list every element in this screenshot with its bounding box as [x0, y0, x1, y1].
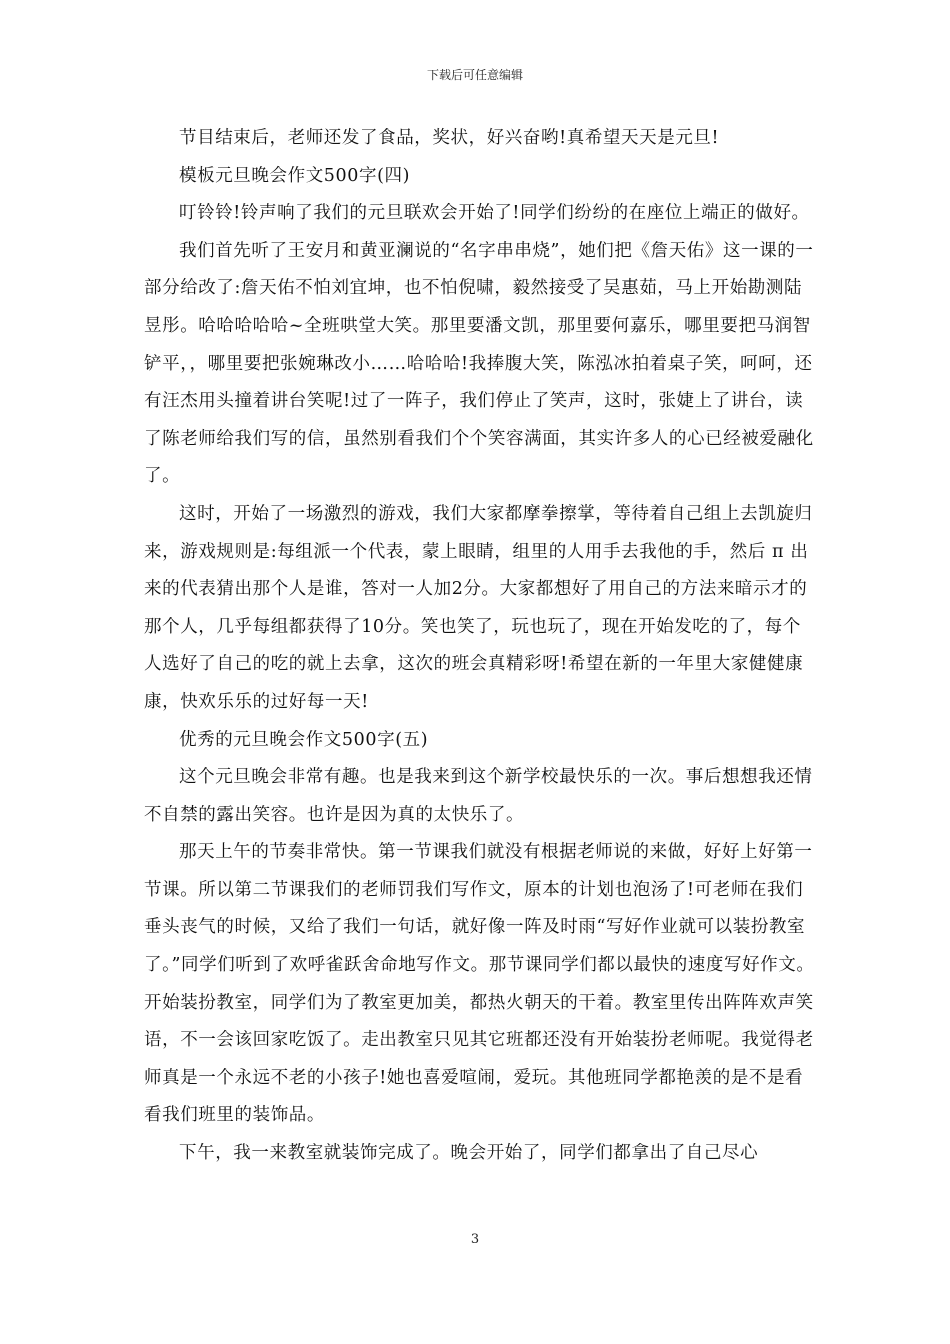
document-body [144, 120, 816, 1173]
paragraph-4: 这时，开始了一场激烈的游戏，我们大家都摩拳擦掌，等待着自己组上去凯旋归来，游戏规则是:每组派一个代表，蒙上眼睛，组里的人用手去我他的手，然后 π 出来的代表猜出那个人是谁，答对一人加2分。大家都想好了用自己的方法来暗示才的那个人，几乎每组都获得了10分。笑也笑了，玩也玩了，现在开始发吃的了，每个人选好了自己的吃的就上去拿，这次的班会真精彩呀!希望在新的一年里大家健健康康，快欢乐乐的过好每一天! [144, 503, 813, 712]
section-heading-4: 模板元旦晚会作文500字(四) [179, 165, 411, 186]
page-header: 下载后可任意编辑 [426, 68, 523, 82]
paragraph-7: 下午，我一来教室就装饰完成了。晚会开始了，同学们都拿出了自己尽心 [179, 1143, 759, 1164]
paragraph-6: 那天上午的节奏非常快。第一节课我们就没有根据老师说的来做，好好上好第一节课。所以第二节课我们的老师罚我们写作文，原本的计划也泡汤了!可老师在我们垂头丧气的时候，又给了我们一句话，就好像一阵及时雨“写好作业就可以装扮教室了。”同学们听到了欢呼雀跃舍命地写作文。那节课同学们都以最快的速度写好作文。开始装扮教室，同学们为了教室更加美，都热火朝天的干着。教室里传出阵阵欢声笑语，不一会该回家吃饭了。走出教室只见其它班都还没有开始装扮老师呢。我觉得老师真是一个永远不老的小孩子!她也喜爱喧闹，爱玩。其他班同学都艳羡的是不是看看我们班里的装饰品。 [144, 842, 815, 1126]
page-number: 3 [470, 1232, 480, 1247]
paragraph-5: 这个元旦晚会非常有趣。也是我来到这个新学校最快乐的一次。事后想想我还情不自禁的露出笑容。也许是因为真的太快乐了。 [144, 767, 813, 825]
paragraph-3: 我们首先听了王安月和黄亚澜说的“名字串串烧”，她们把《詹天佑》这一课的一部分给改了:詹天佑不怕刘宜坤，也不怕倪啸，毅然接受了吴惠茹，马上开始勘测陆昱彤。哈哈哈哈哈~全班哄堂大笑。那里要潘文凯，那里要何嘉乐，哪里要把马润智铲平，，哪里要把张婉琳改小……哈哈哈!我捧腹大笑，陈泓冰拍着桌子笑，呵呵，还有汪杰用头撞着讲台笑呢!过了一阵子，我们停止了笑声，这时，张婕上了讲台，读了陈老师给我们写的信，虽然别看我们个个笑容满面，其实许多人的心已经被爱融化了。 [144, 240, 814, 487]
paragraph-1: 节目结束后，老师还发了食品，奖状，好兴奋哟!真希望天天是元旦! [179, 128, 720, 148]
paragraph-2: 叮铃铃!铃声响了我们的元旦联欢会开始了!同学们纷纷的在座位上端正的做好。 [179, 203, 810, 224]
section-heading-5: 优秀的元旦晚会作文500字(五) [179, 729, 429, 750]
